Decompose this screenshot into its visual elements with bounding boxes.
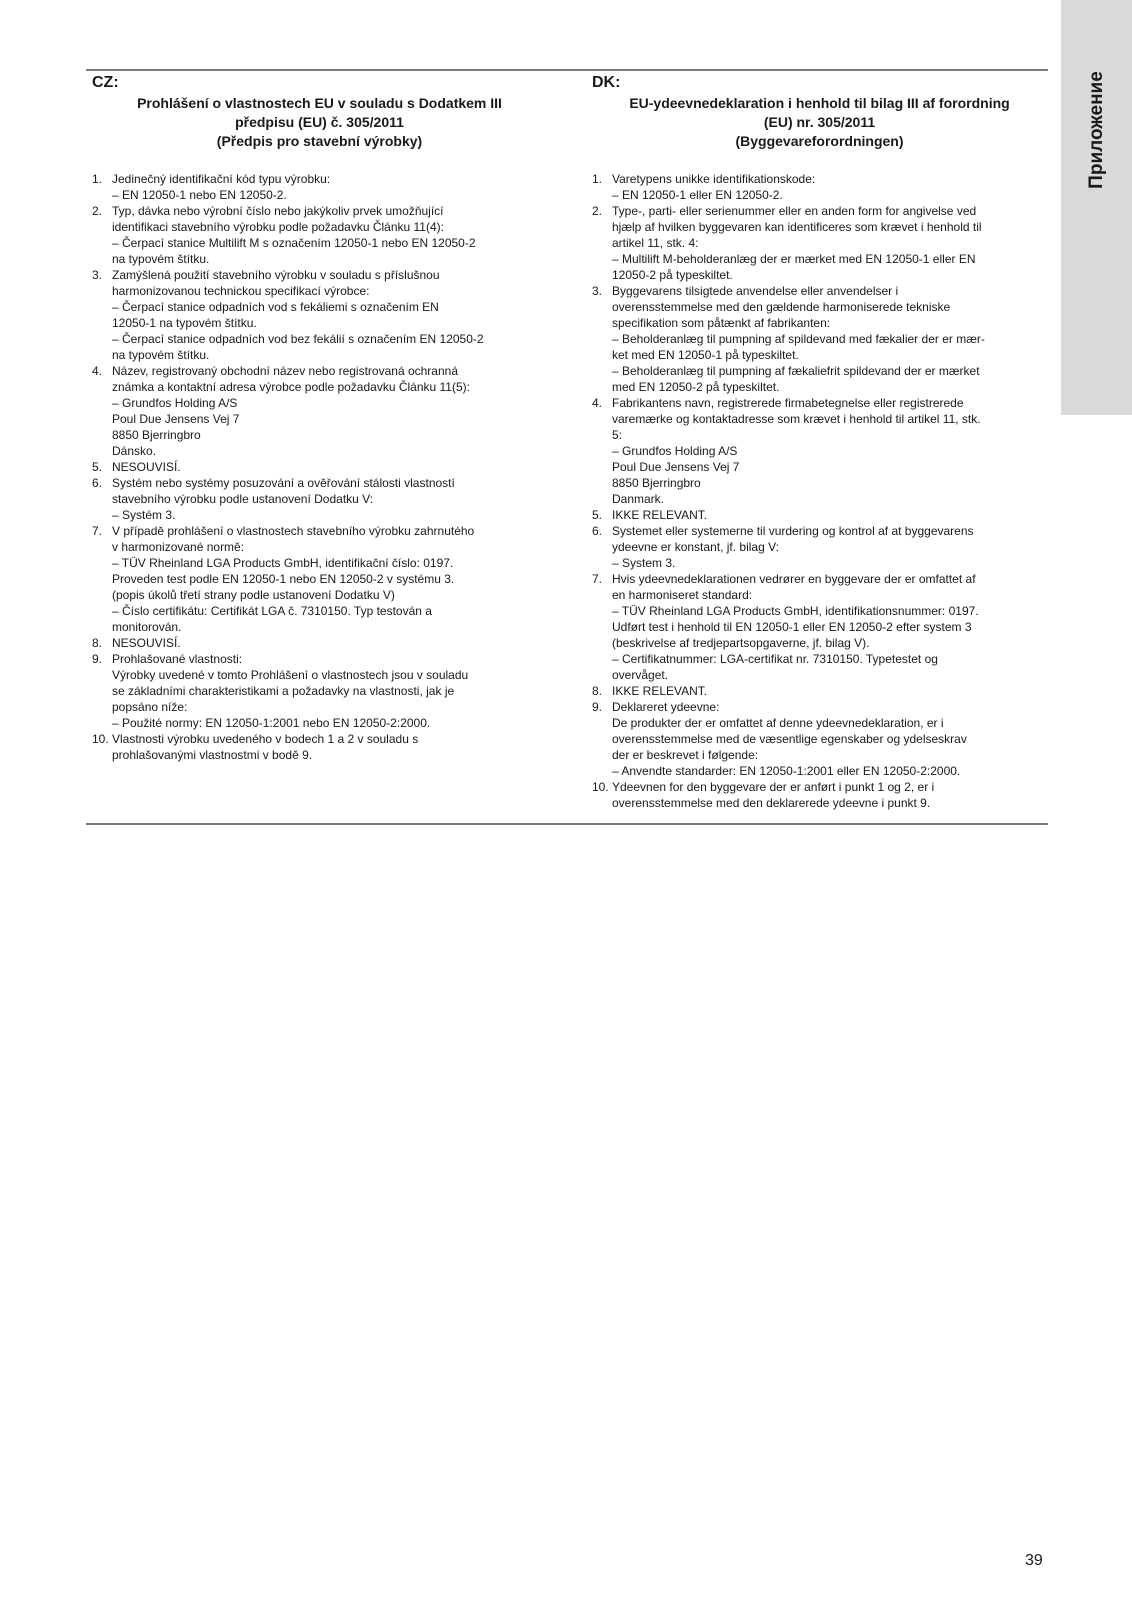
item-text-line: identifikaci stavebního výrobku podle požadavku Článku 11(4): bbox=[112, 220, 444, 234]
sub-item-line: 8850 Bjerringbro bbox=[112, 428, 201, 442]
side-tab bbox=[1061, 0, 1132, 415]
sub-item-line: – Číslo certifikátu: Certifikát LGA č. 7310150. Typ testován a bbox=[112, 604, 432, 618]
sub-item bbox=[612, 651, 1047, 683]
item-body bbox=[612, 203, 1047, 283]
item-text-line: IKKE RELEVANT. bbox=[612, 684, 708, 698]
item-text-line: Typ, dávka nebo výrobní číslo nebo jakýkoliv prvek umožňující bbox=[112, 204, 444, 218]
sub-item-line: – TÜV Rheinland LGA Products GmbH, identifikační číslo: 0197. bbox=[112, 556, 454, 570]
sub-item bbox=[612, 363, 1047, 395]
item-body bbox=[612, 571, 1047, 683]
item-text-line: Fabrikantens navn, registrerede firmabetegnelse eller registrerede bbox=[612, 396, 964, 410]
item-text-line: harmonizovanou technickou specifikací výrobce: bbox=[112, 284, 370, 298]
sub-item-line: Dánsko. bbox=[112, 444, 157, 458]
title-line: (Předpis pro stavební výrobky) bbox=[216, 133, 423, 149]
item-text-line: IKKE RELEVANT. bbox=[612, 508, 708, 522]
item-body bbox=[112, 171, 547, 203]
page-number: 39 bbox=[1025, 1552, 1043, 1569]
item-text-line: der er beskrevet i følgende: bbox=[612, 748, 759, 762]
sub-item-line: – Grundfos Holding A/S bbox=[612, 444, 738, 458]
declaration-item bbox=[592, 699, 1047, 779]
sub-item bbox=[112, 331, 547, 363]
item-text-line: Prohlašované vlastnosti: bbox=[112, 652, 243, 666]
item-text-line: známka a kontaktní adresa výrobce podle požadavku Článku 11(5): bbox=[112, 380, 470, 394]
item-body bbox=[112, 267, 547, 363]
declaration-item bbox=[92, 203, 547, 267]
sub-item-line: Poul Due Jensens Vej 7 bbox=[612, 460, 740, 474]
item-text-line: artikel 11, stk. 4: bbox=[612, 236, 699, 250]
sub-item bbox=[612, 555, 1047, 571]
item-number: 6. bbox=[92, 476, 103, 490]
title-line: EU-ydeevnedeklaration i henhold til bilag III af forordning bbox=[629, 95, 1010, 111]
item-text-line: se základními charakteristikami a požadavky na vlastnosti, jak je bbox=[112, 684, 455, 698]
item-text-line: NESOUVISÍ. bbox=[112, 636, 181, 650]
item-text-line: overensstemmelse med den deklarerede ydeevne i punkt 9. bbox=[612, 796, 931, 810]
sub-item-line: – Čerpací stanice Multilift M s označením 12050-1 nebo EN 12050-2 bbox=[112, 236, 476, 250]
sub-item-line: – Beholderanlæg til pumpning af spildevand med fækalier der er mær- bbox=[612, 332, 985, 346]
sub-item bbox=[112, 555, 547, 603]
declaration-item bbox=[92, 363, 547, 459]
item-text-line: prohlašovanými vlastnostmi v bodě 9. bbox=[112, 748, 313, 762]
sub-item-line: ket med EN 12050-1 på typeskiltet. bbox=[612, 348, 799, 362]
item-number: 2. bbox=[592, 204, 603, 218]
declaration-item bbox=[592, 683, 1047, 699]
language-code: DK: bbox=[592, 74, 621, 91]
item-body bbox=[112, 635, 547, 651]
item-text-line: overensstemmelse med den gældende harmoniserede tekniske bbox=[612, 300, 951, 314]
item-text-line: hjælp af hvilken byggevaren kan identificeres som krævet i henhold til bbox=[612, 220, 982, 234]
item-body bbox=[612, 507, 1047, 523]
item-body bbox=[112, 651, 547, 731]
sub-item bbox=[612, 443, 1047, 507]
item-number: 4. bbox=[592, 396, 603, 410]
sub-item bbox=[612, 763, 1047, 779]
declaration-item bbox=[92, 523, 547, 635]
sub-item-line: med EN 12050-2 på typeskiltet. bbox=[612, 380, 780, 394]
item-body bbox=[612, 699, 1047, 779]
item-text-line: varemærke og kontaktadresse som krævet i henhold til artikel 11, stk. bbox=[612, 412, 981, 426]
sub-item-line: – System 3. bbox=[612, 556, 676, 570]
title-line: (EU) nr. 305/2011 bbox=[763, 114, 876, 130]
item-number: 3. bbox=[592, 284, 603, 298]
column-cz bbox=[92, 73, 547, 763]
sub-item-line: Udført test i henhold til EN 12050-1 eller EN 12050-2 efter system 3 bbox=[612, 620, 972, 634]
declaration-item bbox=[592, 283, 1047, 395]
sub-item-line: – Grundfos Holding A/S bbox=[112, 396, 238, 410]
declaration-item bbox=[592, 507, 1047, 523]
title-line: (Byggevareforordningen) bbox=[735, 133, 904, 149]
declaration-item bbox=[592, 523, 1047, 571]
item-number: 7. bbox=[592, 572, 603, 586]
sub-item bbox=[112, 507, 547, 523]
side-tab-label: Приложение bbox=[1085, 71, 1107, 189]
item-number: 9. bbox=[592, 700, 603, 714]
item-text-line: en harmoniseret standard: bbox=[612, 588, 753, 602]
sub-item-line: – EN 12050-1 nebo EN 12050-2. bbox=[112, 188, 287, 202]
sub-item-line: – Čerpací stanice odpadních vod s fekáliemi s označením EN bbox=[112, 300, 439, 314]
sub-item-line: na typovém štítku. bbox=[112, 348, 210, 362]
sub-item-line: (beskrivelse af tredjepartsopgaverne, jf. bilag V). bbox=[612, 636, 870, 650]
sub-item-line: – Multilift M-beholderanlæg der er mærket med EN 12050-1 eller EN bbox=[612, 252, 976, 266]
item-number: 7. bbox=[92, 524, 103, 538]
item-text-line: NESOUVISÍ. bbox=[112, 460, 181, 474]
bottom-rule bbox=[86, 823, 1048, 825]
sub-item-line: – Systém 3. bbox=[112, 508, 176, 522]
declaration-item bbox=[592, 171, 1047, 203]
declaration-item bbox=[92, 651, 547, 731]
sub-item-line: Proveden test podle EN 12050-1 nebo EN 12050-2 v systému 3. bbox=[112, 572, 455, 586]
sub-item-line: Danmark. bbox=[612, 492, 665, 506]
sub-item-line: 12050-2 på typeskiltet. bbox=[612, 268, 733, 282]
sub-item bbox=[112, 603, 547, 635]
item-text-line: Vlastnosti výrobku uvedeného v bodech 1 a 2 v souladu s bbox=[112, 732, 419, 746]
sub-item-line: Poul Due Jensens Vej 7 bbox=[112, 412, 240, 426]
declaration-item bbox=[592, 203, 1047, 283]
item-text-line: popsáno níže: bbox=[112, 700, 188, 714]
sub-item-line: – Beholderanlæg til pumpning af fækaliefrit spildevand der er mærket bbox=[612, 364, 980, 378]
item-number: 8. bbox=[92, 636, 103, 650]
sub-item bbox=[112, 395, 547, 459]
item-text-line: Systém nebo systémy posuzování a ověřování stálosti vlastností bbox=[112, 476, 455, 490]
item-body bbox=[612, 395, 1047, 507]
declaration-title bbox=[592, 94, 1047, 151]
item-number: 9. bbox=[92, 652, 103, 666]
sub-item-line: (popis úkolů třetí strany podle ustanovení Dodatku V) bbox=[112, 588, 395, 602]
sub-item bbox=[112, 187, 547, 203]
sub-item-line: 8850 Bjerringbro bbox=[612, 476, 701, 490]
item-text-line: De produkter der er omfattet af denne ydeevnedeklaration, er i bbox=[612, 716, 944, 730]
item-body bbox=[112, 203, 547, 267]
declaration-items bbox=[92, 171, 547, 763]
declaration-item bbox=[592, 395, 1047, 507]
declaration-item bbox=[92, 635, 547, 651]
declaration-item bbox=[92, 171, 547, 203]
item-text-line: V případě prohlášení o vlastnostech stavebního výrobku zahrnutého bbox=[112, 524, 475, 538]
item-text-line: Byggevarens tilsigtede anvendelse eller anvendelser i bbox=[612, 284, 899, 298]
item-number: 1. bbox=[92, 172, 103, 186]
declaration-item bbox=[92, 267, 547, 363]
sub-item bbox=[112, 299, 547, 331]
sub-item-line: monitorován. bbox=[112, 620, 182, 634]
sub-item bbox=[612, 331, 1047, 363]
item-number: 3. bbox=[92, 268, 103, 282]
sub-item bbox=[612, 251, 1047, 283]
item-text-line: Název, registrovaný obchodní název nebo registrovaná ochranná bbox=[112, 364, 458, 378]
sub-item-line: overvåget. bbox=[612, 668, 669, 682]
sub-item-line: – Anvendte standarder: EN 12050-1:2001 eller EN 12050-2:2000. bbox=[612, 764, 961, 778]
item-body bbox=[612, 283, 1047, 395]
sub-item bbox=[612, 603, 1047, 651]
declaration-item bbox=[92, 731, 547, 763]
sub-item bbox=[112, 235, 547, 267]
item-body bbox=[112, 475, 547, 523]
item-text-line: Jedinečný identifikační kód typu výrobku: bbox=[112, 172, 331, 186]
declaration-item bbox=[92, 475, 547, 523]
item-text-line: v harmonizované normě: bbox=[112, 540, 245, 554]
item-text-line: Type-, parti- eller serienummer eller en anden form for angivelse ved bbox=[612, 204, 977, 218]
item-text-line: Hvis ydeevnedeklarationen vedrører en byggevare der er omfattet af bbox=[612, 572, 976, 586]
item-body bbox=[612, 171, 1047, 203]
declaration-item bbox=[592, 779, 1047, 811]
title-line: Prohlášení o vlastnostech EU v souladu s Dodatkem III bbox=[137, 95, 502, 111]
declaration-title bbox=[92, 94, 547, 151]
item-number: 8. bbox=[592, 684, 603, 698]
sub-item-line: na typovém štítku. bbox=[112, 252, 210, 266]
sub-item-line: – TÜV Rheinland LGA Products GmbH, identifikationsnummer: 0197. bbox=[612, 604, 979, 618]
item-text-line: Zamýšlená použití stavebního výrobku v souladu s příslušnou bbox=[112, 268, 440, 282]
top-rule bbox=[86, 69, 1048, 71]
item-text-line: overensstemmelse med de væsentlige egenskaber og ydelseskrav bbox=[612, 732, 967, 746]
item-number: 6. bbox=[592, 524, 603, 538]
title-line: předpisu (EU) č. 305/2011 bbox=[235, 114, 404, 130]
item-body bbox=[612, 523, 1047, 571]
item-body bbox=[112, 459, 547, 475]
item-body bbox=[612, 683, 1047, 699]
sub-item-line: 12050-1 na typovém štítku. bbox=[112, 316, 257, 330]
column-dk bbox=[592, 73, 1047, 811]
sub-item-line: – Použité normy: EN 12050-1:2001 nebo EN 12050-2:2000. bbox=[112, 716, 431, 730]
item-number: 1. bbox=[592, 172, 603, 186]
item-text-line: Systemet eller systemerne til vurdering og kontrol af at byggevarens bbox=[612, 524, 974, 538]
item-body bbox=[112, 523, 547, 635]
sub-item-line: – Certifikatnummer: LGA-certifikat nr. 7310150. Typetestet og bbox=[612, 652, 938, 666]
declaration-items bbox=[592, 171, 1047, 811]
item-text-line: Ydeevnen for den byggevare der er anført i punkt 1 og 2, er i bbox=[612, 780, 935, 794]
item-text-line: Deklareret ydeevne: bbox=[612, 700, 720, 714]
declaration-item bbox=[92, 459, 547, 475]
sub-item-line: – Čerpací stanice odpadních vod bez fekálií s označením EN 12050-2 bbox=[112, 332, 484, 346]
item-number: 2. bbox=[92, 204, 103, 218]
item-body bbox=[612, 779, 1047, 811]
sub-item-line: – EN 12050-1 eller EN 12050-2. bbox=[612, 188, 783, 202]
item-text-line: Varetypens unikke identifikationskode: bbox=[612, 172, 816, 186]
item-number: 5. bbox=[92, 460, 103, 474]
item-text-line: 5: bbox=[612, 428, 623, 442]
item-text-line: Výrobky uvedené v tomto Prohlášení o vlastnostech jsou v souladu bbox=[112, 668, 469, 682]
item-number: 10. bbox=[92, 732, 109, 746]
language-code: CZ: bbox=[92, 74, 119, 91]
sub-item bbox=[112, 715, 547, 731]
item-body bbox=[112, 731, 547, 763]
item-text-line: specifikation som påtænkt af fabrikanten: bbox=[612, 316, 831, 330]
item-text-line: ydeevne er konstant, jf. bilag V: bbox=[612, 540, 779, 554]
item-number: 5. bbox=[592, 508, 603, 522]
item-text-line: stavebního výrobku podle ustanovení Dodatku V: bbox=[112, 492, 374, 506]
item-number: 10. bbox=[592, 780, 609, 794]
sub-item bbox=[612, 187, 1047, 203]
item-number: 4. bbox=[92, 364, 103, 378]
item-body bbox=[112, 363, 547, 459]
declaration-item bbox=[592, 571, 1047, 683]
